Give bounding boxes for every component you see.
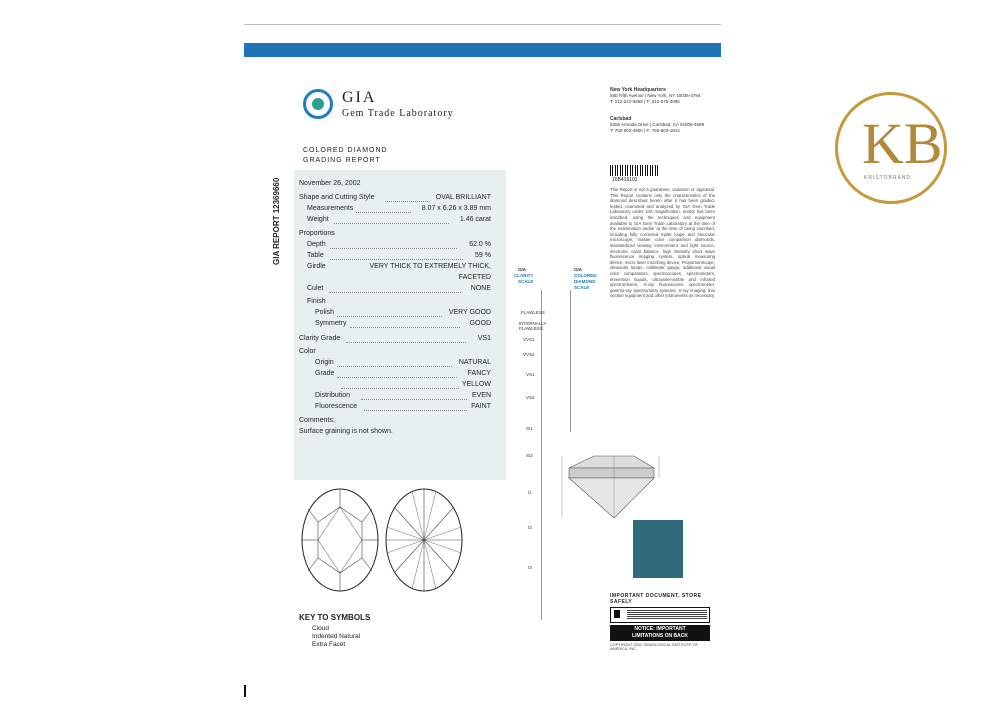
- report-title-line2: GRADING REPORT: [303, 157, 381, 164]
- girdle-value: VERY THICK TO EXTREMELY THICK,: [369, 263, 491, 270]
- report-barcode: [610, 165, 660, 176]
- leader-dots: [337, 377, 457, 378]
- barcode-number: 16B416102: [612, 177, 638, 183]
- leader-dots: [329, 292, 461, 293]
- ny-title: New York Headquarters: [610, 87, 666, 93]
- clarity-scale-title: CLARITY: [514, 273, 534, 278]
- address-ca: [610, 116, 704, 134]
- page-edge-mark: [244, 685, 246, 697]
- depth-value: 62.0 %: [469, 241, 491, 248]
- weight-label: Weight: [307, 216, 329, 223]
- key-item-indented-natural: Indented Natural: [312, 633, 361, 640]
- measurements-label: Measurements: [307, 205, 354, 212]
- grade-i2: I2: [528, 525, 532, 530]
- ny-line1: 580 Fifth Avenue | New York, NY 10036-4794: [610, 93, 701, 98]
- clarity-value: VS1: [477, 335, 491, 342]
- grade-si1: SI1: [526, 426, 533, 431]
- report-id: [272, 178, 281, 265]
- origin-label: Origin: [315, 359, 334, 366]
- report-title-line1: COLORED DIAMOND: [303, 147, 388, 154]
- notice-line1: NOTICE: IMPORTANT: [634, 626, 686, 632]
- leader-dots: [330, 248, 457, 249]
- hologram-seal: [633, 520, 683, 578]
- copyright: COPYRIGHT 2002 GEMOLOGICAL INSTITUTE OF AMERICA, INC.: [610, 643, 698, 651]
- leader-dots: [337, 316, 442, 317]
- leader-dots: [334, 223, 449, 224]
- comments-heading: Comments:: [299, 417, 335, 424]
- crown-plot-diagram: [300, 487, 380, 593]
- report-id-text: GIA REPORT 12369660: [272, 177, 281, 265]
- grading-report-sheet: [244, 24, 721, 705]
- girdle-value-cont: FACETED: [458, 274, 491, 281]
- symmetry-label: Symmetry: [315, 320, 347, 327]
- grade-label: Grade: [315, 370, 335, 377]
- clarity-label: Clarity Grade: [299, 335, 341, 342]
- grade-si2: SI2: [526, 453, 533, 458]
- lock-icon: [614, 610, 620, 618]
- leader-dots: [337, 366, 452, 367]
- distribution-label: Distribution: [315, 392, 351, 399]
- culet-value: NONE: [470, 285, 491, 292]
- grade-vvs2: VVS2: [523, 352, 535, 357]
- weight-value: 1.46 carat: [459, 216, 491, 223]
- measurements-value: 8.07 x 6.26 x 3.89 mm: [421, 205, 491, 212]
- report-date: November 26, 2002: [299, 180, 361, 187]
- polish-label: Polish: [315, 309, 335, 316]
- colored-scale-title: COLORED: [574, 273, 597, 278]
- notice-line2: LIMITATIONS ON BACK: [632, 633, 688, 639]
- polish-value: VERY GOOD: [448, 309, 491, 316]
- culet-label: Culet: [307, 285, 324, 292]
- origin-value: NATURAL: [458, 359, 491, 366]
- grade-value: FANCY: [467, 370, 491, 377]
- fluorescence-value: FAINT: [471, 403, 491, 410]
- distribution-value: EVEN: [471, 392, 491, 399]
- shape-label: Shape and Cutting Style: [299, 194, 375, 201]
- org-name: GIA: [342, 89, 377, 106]
- brand-name: KRISTOBRAND: [864, 175, 912, 181]
- depth-label: Depth: [307, 241, 326, 248]
- leader-dots: [350, 327, 460, 328]
- warning-title: IMPORTANT DOCUMENT, STORE SAFELY: [610, 593, 702, 605]
- color-heading: Color: [299, 348, 316, 355]
- leader-dots: [341, 388, 459, 389]
- grade-flawless: FLAWLESS: [521, 310, 545, 315]
- lab-name: Gem Trade Laboratory: [342, 108, 454, 119]
- table-value: 59 %: [475, 252, 491, 259]
- grade-vvs1: VVS1: [523, 337, 535, 342]
- symmetry-value: GOOD: [469, 320, 491, 327]
- leader-dots: [364, 410, 467, 411]
- key-item-cloud: Cloud: [312, 625, 329, 632]
- important-document-box: [610, 593, 710, 651]
- address-ny: [610, 87, 700, 105]
- fine-print-lines: [627, 610, 707, 619]
- colored-scale-bar: [570, 290, 604, 432]
- grade-if: INTERNALLY FLAWLESS: [519, 321, 547, 331]
- fluorescence-label: Fluorescence: [315, 403, 358, 410]
- grade-i1: I1: [528, 490, 532, 495]
- proportions-heading: Proportions: [299, 230, 335, 237]
- disclaimer-text: This Report is not a guarantee, valuation or appraisal. This Report contains only the characteristics of the diamond described herein after it has been graded, tested, examined and analyzed by GIA Gem Trade Laboratory under 10X magnification, and/or has been inscribed, using the techniques and equipment available to GIA Gem Trade Laboratory at the time of the examination and/or at the time of being inscribed, including fully corrected triplet loupe and binocular microscope, master color comparison diamonds, standardized viewing environment and light source, electronic carat balance, high intensity short wave fluorescence imaging system, optical measuring device, micro laser inscribing device, ProportionScope, ultraviolet lamps, millimeter gauge, additional visual color comparators, spectroscopes, spectrometers, immersion liquids, ultraviolet-visible and infrared spectrometers, X-ray fluorescence spectrometer, gamma-ray spectrometry systems, X-ray imaging, thin section equipment and other instruments as necessary.: [610, 187, 716, 299]
- leader-dots: [330, 259, 463, 260]
- comments-text: Surface graining is not shown.: [299, 428, 393, 435]
- top-blue-bar: [244, 43, 721, 57]
- leader-dots: [346, 342, 466, 343]
- ny-line2: T: 212-221-5858 | F: 212-575-3095: [610, 99, 680, 104]
- brand-logo-letters: KB: [862, 111, 943, 176]
- ca-line2: T: 760-603-4500 | F: 760-603-1814: [610, 128, 680, 133]
- colored-scale-org: GIA: [574, 267, 583, 272]
- clarity-scale-subtitle: SCALE: [518, 279, 534, 284]
- girdle-label: Girdle: [307, 263, 326, 270]
- ca-line1: 5355 Armada Drive | Carlsbad, CA 92008-4699: [610, 122, 704, 127]
- notice-banner: [610, 625, 710, 641]
- ca-title: Carlsbad: [610, 116, 632, 122]
- clarity-scale-org: GIA: [518, 267, 527, 272]
- gia-seal-icon: [303, 89, 333, 119]
- leader-dots: [361, 399, 467, 400]
- shape-value: OVAL BRILLIANT: [435, 194, 491, 201]
- pavilion-plot-diagram: [384, 487, 464, 593]
- colored-scale-subtitle: SCALE: [574, 285, 590, 290]
- colored-scale-title-2: DIAMOND: [574, 279, 596, 284]
- grade-vs2: VS2: [526, 395, 535, 400]
- grade-value-cont: YELLOW: [461, 381, 491, 388]
- finish-heading: Finish: [307, 298, 326, 305]
- warning-fine-print: [610, 607, 710, 623]
- table-label: Table: [307, 252, 324, 259]
- grade-i3: I3: [528, 565, 532, 570]
- grade-vs1: VS1: [526, 372, 535, 377]
- key-to-symbols-title: KEY TO SYMBOLS: [299, 613, 371, 622]
- leader-dots: [356, 212, 411, 213]
- leader-dots: [385, 201, 430, 202]
- proportions-diagram: [554, 438, 664, 528]
- key-item-extra-facet: Extra Facet: [312, 641, 346, 648]
